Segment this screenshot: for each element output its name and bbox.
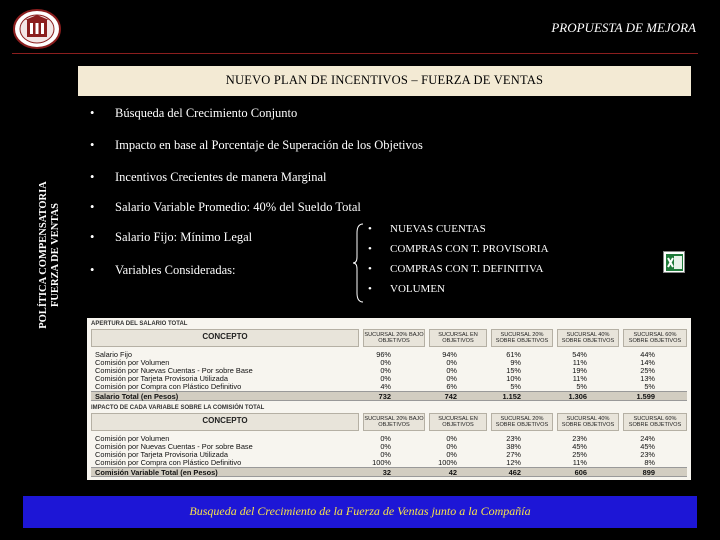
table-row: Comisión por Volumen 0% 0% 23% 23% 24% [95,434,655,443]
commission-table-header [91,413,687,431]
incentive-tables [87,318,691,480]
section-title-band [78,66,691,96]
page-header-title: PROPUESTA DE MEJORA [551,20,696,35]
column-header: SUCURSAL EN OBJETIVOS [429,329,487,347]
commission-table-title: IMPACTO DE CADA VARIABLE SOBRE LA COMISIÓN TOTAL [91,405,265,411]
column-header: SUCURSAL 60% SOBRE OBJETIVOS [623,413,687,431]
column-header: SUCURSAL 20% BAJO OBJETIVOS [363,413,425,431]
salary-table-title: APERTURA DEL SALARIO TOTAL [91,321,188,327]
university-seal-logo [12,9,62,49]
table-row: Comisión por Nuevas Cuentas - Por sobre Base 0% 0% 15% 19% 25% [95,366,655,375]
table-row: Comisión por Tarjeta Provisoria Utilizada 0% 0% 27% 25% 23% [95,450,655,459]
footer-banner [23,496,697,528]
side-label-line1: POLÍTICA COMPENSATORIA [38,181,49,329]
total-row: Comisión Variable Total (en Pesos) 32 42 462 606 899 [91,467,687,477]
table-row: Comisión por Volumen 0% 0% 9% 11% 14% [95,358,655,367]
table-row: Comisión por Compra con Plástico Definitivo 4% 6% 5% 5% 5% [95,382,655,391]
section-title: NUEVO PLAN DE INCENTIVOS – FUERZA DE VENTAS [225,73,544,87]
brace-icon [352,223,364,303]
column-header: SUCURSAL EN OBJETIVOS [429,413,487,431]
header-divider [12,53,698,54]
column-header: SUCURSAL 20% BAJO OBJETIVOS [363,329,425,347]
column-header: SUCURSAL 60% SOBRE OBJETIVOS [623,329,687,347]
variables-list: • NUEVAS CUENTAS • COMPRAS CON T. PROVISORIA • COMPRAS CON T. DEFINITIVA • VOLUMEN [352,223,582,303]
table-row: Comisión por Tarjeta Provisoria Utilizada 0% 0% 10% 11% 13% [95,374,655,383]
column-header: SUCURSAL 20% SOBRE OBJETIVOS [491,329,553,347]
column-header: SUCURSAL 20% SOBRE OBJETIVOS [491,413,553,431]
concept-header: CONCEPTO [91,413,359,431]
concept-header: CONCEPTO [91,329,359,347]
total-row: Salario Total (en Pesos) 732 742 1.152 1.306 1.599 [91,391,687,401]
column-header: SUCURSAL 40% SOBRE OBJETIVOS [557,329,619,347]
table-row: Comisión por Compra con Plástico Definitivo 100% 100% 12% 11% 8% [95,458,655,467]
table-row: Salario Fijo 96% 94% 61% 54% 44% [95,350,655,359]
salary-table-header [91,329,687,347]
side-label-line2: FUERZA DE VENTAS [50,202,61,308]
side-label [20,90,80,420]
excel-icon[interactable] [663,251,685,273]
footer-text: Busqueda del Crecimiento de la Fuerza de Ventas junto a la Compañía [189,504,531,518]
column-header: SUCURSAL 40% SOBRE OBJETIVOS [557,413,619,431]
table-row: Comisión por Nuevas Cuentas - Por sobre Base 0% 0% 38% 45% 45% [95,442,655,451]
